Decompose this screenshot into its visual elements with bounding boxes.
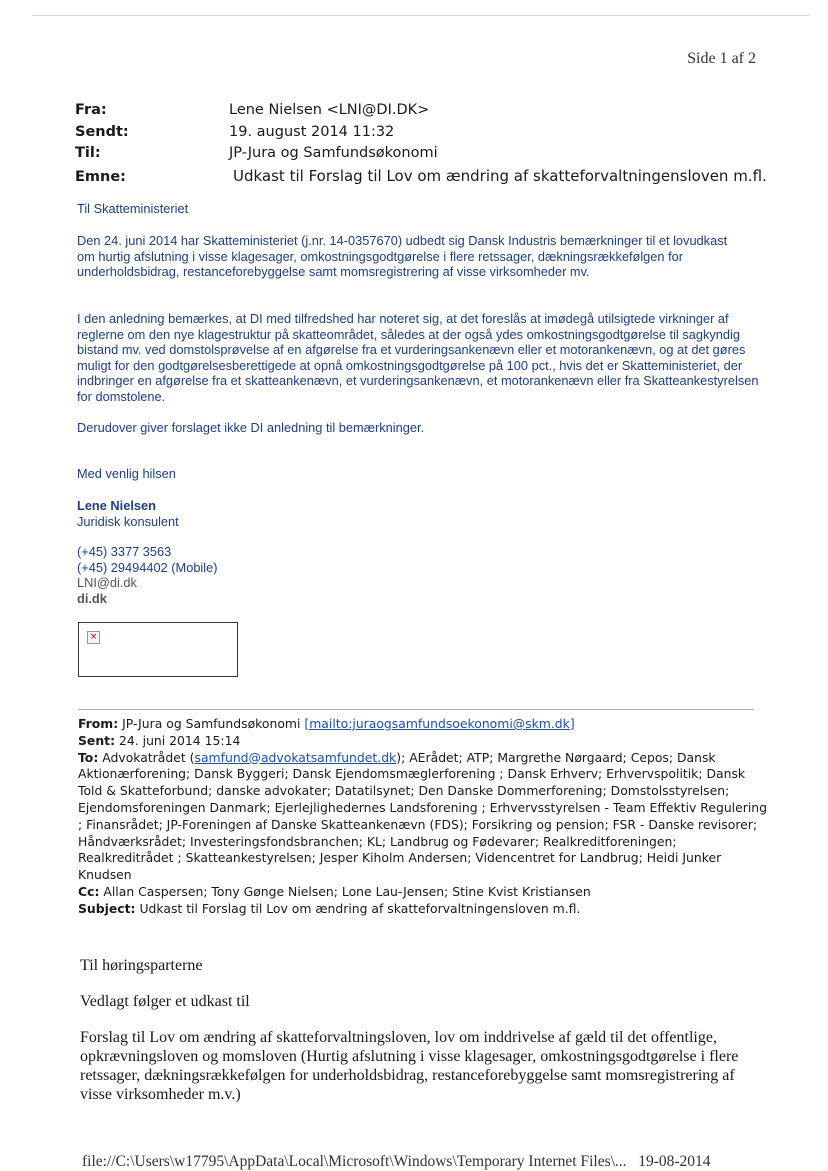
page-number: Side 1 af 2 — [687, 50, 756, 67]
forwarded-subject-row — [78, 901, 768, 918]
forwarded-from-row — [78, 716, 768, 733]
footer-date: 19-08-2014 — [638, 1153, 711, 1170]
header-subject-row — [75, 167, 767, 189]
footer-path: file://C:\Users\w17795\AppData\Local\Microsoft\Windows\Temporary Internet Files\... — [82, 1153, 627, 1170]
header-subject-label: Emne: — [75, 168, 126, 185]
signature-title: Juridisk konsulent — [77, 513, 179, 529]
forwarded-to-row — [78, 750, 768, 884]
header-to-label: Til: — [75, 145, 101, 161]
header-from-row — [75, 102, 767, 124]
letter-line-1: Vedlagt følger et udkast til — [80, 993, 250, 1010]
header-to-value: JP-Jura og Samfundsøkonomi — [229, 145, 438, 161]
reply-paragraph-1: Den 24. juni 2014 har Skatteministeriet (j.nr. 14-0357670) udbedt sig Dansk Industris bemærkninger til et lovudkast om hurtig afslutning i visse klagesager, omkostningsgodtgørelse i flere retssager, dækningsrækkefølgen for underholdsbidrag, restanceforebyggelse samt momsregistrering af visse virksomheder mv. — [77, 233, 728, 280]
forwarded-to-first: Advokatrådet ( — [102, 749, 195, 765]
signature-phone: (+45) 3377 3563 — [77, 544, 172, 560]
forwarded-subject-label: Subject: — [78, 900, 136, 916]
header-sent-value: 19. august 2014 11:32 — [229, 123, 395, 140]
reply-paragraph-2: I den anledning bemærkes, at DI med tilfredshed har noteret sig, at det foreslås at imødegå utilsigtede virkninger af reglerne om den nye klagestruktur på skatteområdet, således at der også ydes omkostningsgodtgørelse til sagkyndig bistand mv. ved domstolsprøvelse af en afgørelse fra et vurderingsankenævn eller et motorankenævn, og at det gøres muligt for den godtgørelsesberettigede at opnå omkostningsgodtgørelse på 100 pct., hvis det er Skatteministeriet, der indbringer en afgørelse fra et skatteankenævn, et vurderingsankenævn, et motorankenævn eller fra Skatteankestyrelsen for domstolene. — [77, 311, 759, 404]
reply-closing: Med venlig hilsen — [77, 466, 176, 481]
top-rule — [32, 15, 810, 16]
forwarded-to-label: To: — [78, 749, 99, 765]
reply-salutation: Til Skatteministeriet — [77, 201, 189, 216]
forwarded-sent-value: 24. juni 2014 15:14 — [118, 732, 241, 748]
header-sent-row — [75, 124, 767, 146]
signature — [77, 498, 477, 607]
signature-name: Lene Nielsen — [77, 498, 156, 513]
signature-image-box — [78, 622, 238, 677]
forwarded-sent-row — [78, 733, 768, 750]
forwarded-cc-label: Cc: — [78, 883, 100, 899]
forwarded-from-link[interactable]: [mailto:juraogsamfundsoekonomi@skm.dk] — [304, 716, 575, 731]
header-subject-value: Udkast til Forslag til Lov om ændring af skatteforvaltningensloven m.fl. — [233, 166, 767, 185]
footer — [82, 1153, 711, 1171]
forwarded-to-link[interactable]: samfund@advokatsamfundet.dk — [194, 749, 397, 765]
forwarded-from-value: JP-Jura og Samfundsøkonomi — [122, 716, 301, 731]
forwarded-cc-row — [78, 884, 768, 901]
header-from-label: Fra: — [75, 102, 107, 118]
email-header — [75, 102, 767, 188]
letter-paragraph: Forslag til Lov om ændring af skatteforvaltningsloven, lov om inddrivelse af gæld til det offentlige, opkrævningsloven og momsloven (Hurtig afslutning i visse klagesager, omkostningsgodtgørelse i flere retssager, dækningsrækkefølgen for underholdsbidrag, restanceforebyggelse samt momsregistrering af visse virksomheder m.v.) — [80, 1029, 739, 1103]
header-to-row — [75, 145, 767, 167]
forward-separator — [78, 709, 754, 710]
forwarded-from-label: From: — [78, 716, 119, 731]
letter-greeting: Til høringsparterne — [80, 957, 203, 974]
forwarded-cc-value: Allan Caspersen; Tony Gønge Nielsen; Lone Lau-Jensen; Stine Kvist Kristiansen — [103, 883, 591, 899]
forwarded-to-rest: ); AErådet; ATP; Margrethe Nørgaard; Cepos; Dansk Aktionærforening; Dansk Byggeri; Dansk Ejendomsmæglerforening ; Dansk Erhverv; Erhvervspolitik; Dansk Told & Skatteforbund; danske advokater; Datatilsynet; Den Danske Dommerforening; Domstolsstyrelsen; Ejendomsforeningen Danmark; Ejerlejlighedernes Landsforening ; Erhvervsstyrelsen - Team Effektiv Regulering ; Finansrådet; JP-Foreningen af Danske Skatteankenævn (FDS); Forsikring og pension; FSR - Danske revisorer; Håndværksrådet; Investeringsfondsbranchen; KL; Landbrug og Fødevarer; Realkreditforeningen; Realkreditrådet ; Skatteankestyrelsen; Jesper Kiholm Andersen; Videncentret for Landbrug; Heidi Junker Knudsen — [78, 749, 767, 883]
forwarded-header — [78, 716, 768, 918]
forwarded-subject-value: Udkast til Forslag til Lov om ændring af skatteforvaltningensloven m.fl. — [139, 900, 581, 916]
forwarded-sent-label: Sent: — [78, 732, 116, 748]
signature-email[interactable]: LNI@di.dk — [77, 575, 137, 591]
header-from-value: Lene Nielsen <LNI@DI.DK> — [229, 102, 430, 118]
reply-paragraph-3: Derudover giver forslaget ikke DI anledning til bemærkninger. — [77, 420, 425, 435]
signature-mobile: (+45) 29494402 (Mobile) — [77, 559, 218, 575]
signature-web[interactable]: di.dk — [77, 590, 107, 606]
broken-image-icon: × — [87, 631, 100, 644]
header-sent-label: Sendt: — [75, 123, 129, 140]
